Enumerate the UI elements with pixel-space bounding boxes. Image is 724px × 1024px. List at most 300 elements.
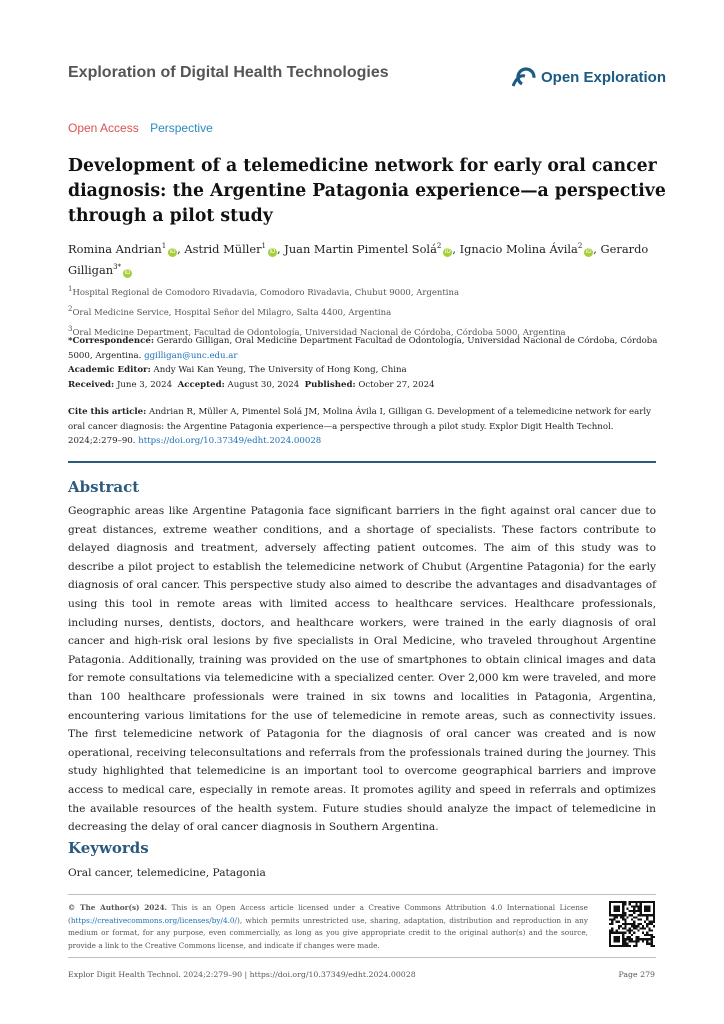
qr-module [622,927,624,929]
qr-module [609,912,611,914]
qr-module [631,938,633,940]
qr-module [640,905,642,907]
qr-module [629,929,631,931]
qr-module [651,921,653,923]
qr-module [622,908,624,910]
qr-module [618,945,620,947]
article-tags [68,121,213,135]
qr-module [616,908,618,910]
qr-module [646,916,648,918]
qr-module [648,905,650,907]
qr-module [620,901,622,903]
qr-module [651,914,653,916]
qr-module [633,940,635,942]
qr-module [635,910,637,912]
qr-module [653,908,655,910]
qr-module [648,923,650,925]
qr-module [651,936,653,938]
qr-module [640,912,642,914]
qr-module [653,921,655,923]
orcid-icon[interactable]: iD [585,248,592,255]
qr-module [611,927,613,929]
qr-module [611,914,613,916]
qr-module [629,936,631,938]
qr-module [651,923,653,925]
qr-module [613,914,615,916]
qr-module [622,912,624,914]
qr-module [646,910,648,912]
qr-module [648,938,650,940]
qr-module [624,938,626,940]
author-affiliation-number: 2 [577,242,583,250]
qr-module [644,910,646,912]
qr-module [613,910,615,912]
qr-module [611,921,613,923]
qr-module [635,916,637,918]
article-dates [68,378,668,393]
qr-module [622,914,624,916]
publisher-brand[interactable] [512,66,666,88]
qr-module [637,929,639,931]
qr-module [642,940,644,942]
author-affiliation-number: 1 [161,242,167,250]
qr-module [637,914,639,916]
qr-module [631,901,633,903]
footer-citation: Explor Digit Health Technol. 2024;2:279–90 | https://doi.org/10.37349/edht.2024.00028 [68,970,416,979]
qr-module [646,905,648,907]
qr-module [629,914,631,916]
qr-module [637,901,639,903]
qr-module [624,943,626,945]
qr-module [624,914,626,916]
qr-module [622,916,624,918]
qr-module [653,925,655,927]
qr-module [651,934,653,936]
qr-module [648,921,650,923]
qr-module [642,927,644,929]
qr-module [644,908,646,910]
qr-module [611,923,613,925]
qr-module [646,934,648,936]
author-affiliation-number: 3* [113,262,122,271]
qr-module [631,929,633,931]
qr-module [611,945,613,947]
qr-module [637,905,639,907]
correspondence [68,334,668,363]
author-name: Ignacio Molina Ávila [459,241,578,256]
qr-module [609,934,611,936]
qr-module [616,916,618,918]
article-type-tag: Perspective [150,121,213,135]
qr-module [609,908,611,910]
qr-module [629,940,631,942]
qr-module [609,936,611,938]
license-link[interactable]: https://creativecommons.org/licenses/by/4.0/ [70,915,238,925]
qr-module [631,923,633,925]
qr-module [620,914,622,916]
correspondence-email-link[interactable]: ggilligan@unc.edu.ar [144,350,238,361]
license-text: This is an Open Access article licensed under a Creative Commons Attribution 4.0 International License ( [68,903,588,925]
qr-module [609,943,611,945]
qr-module [631,905,633,907]
received-date: June 3, 2024 [114,379,173,390]
qr-module [622,934,624,936]
qr-module [627,943,629,945]
qr-module [631,925,633,927]
qr-module [644,914,646,916]
qr-module [637,910,639,912]
qr-module [622,943,624,945]
qr-module [622,919,624,921]
qr-module [609,945,611,947]
qr-module [627,936,629,938]
qr-module [609,905,611,907]
qr-module [618,932,620,934]
qr-module [648,927,650,929]
qr-module [640,927,642,929]
qr-module [613,908,615,910]
published-date: October 27, 2024 [355,379,435,390]
qr-module [653,912,655,914]
qr-module [646,919,648,921]
qr-module [622,905,624,907]
license-divider [68,894,656,895]
qr-module [644,901,646,903]
author-affiliation-number: 2 [436,242,442,250]
publisher-name: Open Exploration [541,68,667,86]
qr-module [622,940,624,942]
qr-module [633,925,635,927]
editor-label: Academic Editor: [68,365,151,375]
qr-module [648,910,650,912]
qr-module [624,901,626,903]
published-label: Published: [304,379,356,390]
accepted-date: August 30, 2024 [224,379,300,390]
qr-module [631,914,633,916]
affiliation-number: 2 [68,304,73,313]
section-divider [68,461,656,463]
qr-module [651,929,653,931]
qr-module [622,938,624,940]
qr-module [622,901,624,903]
qr-module [627,945,629,947]
qr-module [613,916,615,918]
citation-block [68,405,668,449]
qr-module [648,929,650,931]
qr-module [651,943,653,945]
qr-module [635,901,637,903]
qr-module [616,914,618,916]
qr-module [633,945,635,947]
affiliation-list [68,281,668,340]
qr-module [651,945,653,947]
license-notice [68,902,588,952]
qr-module [635,927,637,929]
qr-module [653,901,655,903]
qr-module [611,901,613,903]
qr-module [629,945,631,947]
affiliation-number: 3 [68,324,73,333]
qr-module [613,945,615,947]
qr-module [613,936,615,938]
editor-text: Andy Wai Kan Yeung, The University of Hong Kong, China [150,365,407,375]
affiliation-number: 1 [68,285,73,293]
qr-module [653,914,655,916]
qr-module [653,903,655,905]
qr-module [644,934,646,936]
qr-module [624,921,626,923]
article-metadata [68,334,668,392]
page-number: Page 279 [618,970,655,979]
qr-module [627,908,629,910]
qr-module [651,940,653,942]
qr-module [613,932,615,934]
qr-module [648,934,650,936]
open-access-tag: Open Access [68,121,139,135]
qr-module [618,927,620,929]
qr-module [635,903,637,905]
qr-module [635,925,637,927]
qr-module [648,914,650,916]
qr-module [633,912,635,914]
qr-module [640,903,642,905]
qr-module [629,910,631,912]
qr-module [622,932,624,934]
qr-module [633,910,635,912]
qr-module [627,923,629,925]
qr-module [651,938,653,940]
qr-module [629,927,631,929]
qr-module [616,910,618,912]
qr-module [609,940,611,942]
qr-module [644,938,646,940]
qr-module [642,925,644,927]
qr-module [651,901,653,903]
qr-module [640,914,642,916]
academic-editor [68,363,668,378]
received-label: Received: [68,379,115,390]
qr-module [635,943,637,945]
qr-module [637,925,639,927]
qr-module [616,932,618,934]
qr-module [642,932,644,934]
author-separator: , [277,241,285,256]
qr-module [624,912,626,914]
qr-module [653,905,655,907]
qr-module [611,929,613,931]
qr-module [633,921,635,923]
qr-module [613,940,615,942]
qr-module [635,945,637,947]
author-separator: , [452,241,460,256]
qr-module [631,934,633,936]
qr-module [613,901,615,903]
author-list [68,237,668,279]
qr-module [646,938,648,940]
qr-module [618,914,620,916]
qr-module [616,940,618,942]
qr-module [635,938,637,940]
footer-divider [68,957,656,958]
qr-module [637,938,639,940]
qr-module [646,925,648,927]
qr-module [629,901,631,903]
qr-module [624,919,626,921]
qr-module [629,923,631,925]
qr-module [633,916,635,918]
qr-module [633,923,635,925]
qr-module [653,919,655,921]
qr-module [640,919,642,921]
affiliation-text: Hospital Regional de Comodoro Rivadavia, Comodoro Rivadavia, Chubut 9000, Argentina [72,287,460,298]
qr-module [613,905,615,907]
qr-module [648,943,650,945]
qr-module [642,938,644,940]
qr-module [624,923,626,925]
qr-module [613,919,615,921]
qr-module [616,936,618,938]
qr-module [618,921,620,923]
qr-module [609,901,611,903]
affiliation-text: Oral Medicine Department, Facultad de Odontología, Universidad Nacional de Córdoba, Córdoba 5000, Argentina [72,327,566,338]
qr-module [618,908,620,910]
qr-module [633,908,635,910]
abstract-heading: Abstract [68,478,140,496]
qr-module [620,916,622,918]
qr-module [622,923,624,925]
qr-module [653,936,655,938]
qr-module [640,938,642,940]
qr-module [642,901,644,903]
qr-module [633,932,635,934]
qr-module [618,938,620,940]
qr-module [633,905,635,907]
qr-module [616,921,618,923]
qr-module [637,936,639,938]
orcid-icon[interactable]: iD [169,248,176,255]
qr-module [635,905,637,907]
qr-module [624,925,626,927]
doi-link[interactable]: https://doi.org/10.37349/edht.2024.00028 [138,436,322,447]
qr-module [624,940,626,942]
qr-module [629,903,631,905]
qr-module [635,940,637,942]
qr-module [624,903,626,905]
qr-module [633,927,635,929]
affiliation-text: Oral Medicine Service, Hospital Señor del Milagro, Salta 4400, Argentina [72,307,392,318]
qr-module [622,903,624,905]
qr-module [648,901,650,903]
qr-module [609,932,611,934]
qr-module [609,929,611,931]
qr-module [624,927,626,929]
cite-text: Andrian R, Müller A, Pimentel Solá JM, Molina Ávila I, Gilligan G. Development of a telemedicine network for early oral cancer diagnosis: the Argentine Patagonia experience—a perspective through a pilot study. Explor Digit Health Technol. 2024;2:279–90. [68,407,651,447]
qr-module [618,940,620,942]
qr-module [637,919,639,921]
author-name: Astrid Müller [184,241,262,256]
qr-module [653,916,655,918]
qr-module [620,945,622,947]
keywords-text: Oral cancer, telemedicine, Patagonia [68,867,266,879]
qr-code-icon[interactable] [609,901,655,947]
qr-module [640,910,642,912]
author-separator: , [177,241,185,256]
qr-module [609,938,611,940]
qr-module [609,914,611,916]
qr-module [646,914,648,916]
qr-module [611,919,613,921]
qr-module [627,929,629,931]
qr-module [640,923,642,925]
qr-module [618,936,620,938]
qr-module [609,910,611,912]
qr-module [620,932,622,934]
qr-module [631,910,633,912]
qr-module [640,908,642,910]
qr-module [624,945,626,947]
qr-module [646,940,648,942]
correspondence-label: *Correspondence: [68,336,155,346]
qr-module [609,919,611,921]
license-text-continued: ), which permits unrestricted use, sharing, adaptation, distribution and reproduction in any medium or format, for any purpose, even commercially, as long as you give appropriate credit to the original author(s) and the source, provide a link to the Creative Commons license, and indicate if changes were made. [68,915,588,950]
journal-title: Exploration of Digital Health Technologies [68,64,389,81]
qr-module [646,923,648,925]
qr-module [646,901,648,903]
accepted-label: Accepted: [177,379,225,390]
qr-module [616,938,618,940]
qr-module [616,905,618,907]
qr-module [616,929,618,931]
qr-module [616,901,618,903]
keywords-heading: Keywords [68,839,149,857]
qr-module [635,936,637,938]
qr-module [644,905,646,907]
qr-module [627,916,629,918]
qr-module [633,901,635,903]
qr-module [644,921,646,923]
qr-module [618,905,620,907]
qr-module [616,945,618,947]
license-label: © The Author(s) 2024. [68,903,168,912]
qr-module [646,943,648,945]
author-affiliation-number: 1 [261,242,267,250]
qr-module [622,936,624,938]
author-separator: , [593,241,601,256]
qr-module [622,945,624,947]
qr-module [613,938,615,940]
orcid-icon[interactable]: iD [124,269,131,276]
qr-module [620,925,622,927]
qr-module [637,940,639,942]
correspondence-text: Gerardo Gilligan, Oral Medicine Department Facultad de Odontología, Universidad Nacional de Córdoba, Córdoba 5000, Argentina. [68,336,658,361]
cite-label: Cite this article: [68,407,147,417]
qr-module [653,945,655,947]
qr-module [618,910,620,912]
author-name: Juan Martin Pimentel Solá [284,241,437,256]
qr-module [618,901,620,903]
qr-module [646,908,648,910]
orcid-icon[interactable]: iD [269,248,276,255]
qr-module [644,927,646,929]
affiliation-item [68,281,668,301]
author-name: Romina Andrian [68,241,162,256]
qr-module [624,932,626,934]
qr-module [646,932,648,934]
qr-module [648,908,650,910]
orcid-icon[interactable]: iD [444,248,451,255]
open-exploration-logo-icon [512,66,536,88]
qr-module [637,908,639,910]
